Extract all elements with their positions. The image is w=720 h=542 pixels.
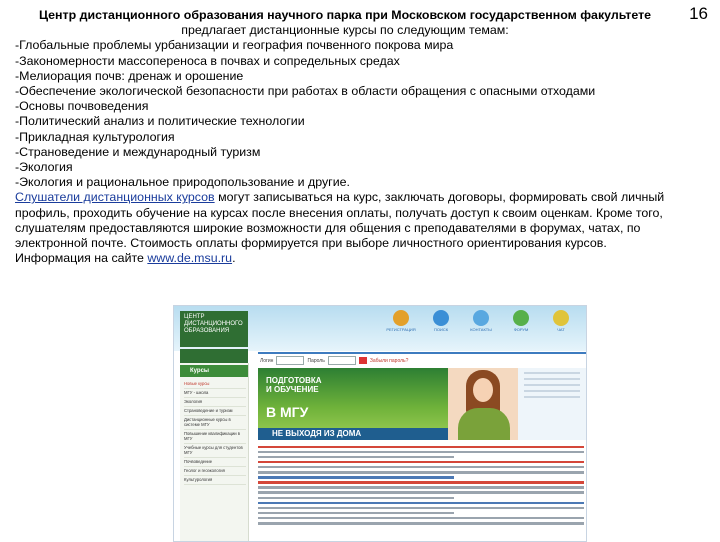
- nav-label: РЕГИСТРАЦИЯ: [386, 327, 416, 332]
- panel-line: [524, 378, 580, 380]
- topic-list: [15, 38, 675, 190]
- topic-item: -Основы почвоведения: [15, 99, 149, 114]
- news-line: [258, 446, 584, 449]
- sidebar-item[interactable]: Дистанционные курсы в системе МГУ: [184, 416, 246, 430]
- promo-banner[interactable]: [258, 368, 448, 440]
- forgot-password-link[interactable]: Забыли пароль?: [369, 357, 409, 364]
- sidebar-item[interactable]: Новые курсы: [184, 380, 246, 389]
- topic-item: -Закономерности массопереноса в почвах и сопредельных средах: [15, 53, 400, 68]
- login-input[interactable]: [276, 356, 304, 365]
- topic-item: -Страноведение и международный туризм: [15, 144, 261, 159]
- nav-label: КОНТАКТЫ: [470, 327, 492, 332]
- news-line: [258, 491, 584, 494]
- chat-icon: [553, 310, 569, 326]
- banner-ribbon: НЕ ВЫХОДЯ ИЗ ДОМА: [258, 428, 448, 440]
- nav-label: ЧАТ: [557, 327, 565, 332]
- banner-line: ПОДГОТОВКА: [266, 376, 322, 385]
- news-line: [258, 512, 454, 515]
- contacts-icon: [473, 310, 489, 326]
- nav-chat[interactable]: [546, 310, 576, 332]
- panel-line: [524, 396, 580, 398]
- news-line: [258, 517, 584, 520]
- sidebar-item[interactable]: Экология: [184, 398, 246, 407]
- login-row: [260, 356, 408, 365]
- sidebar-item[interactable]: Почвоведение: [184, 458, 246, 467]
- intro-title-bold: Центр дистанционного образования научного парка при Московском государственном факультете: [38, 8, 652, 22]
- topic-item: -Прикладная культурология: [15, 129, 175, 144]
- banner-heading: [266, 376, 322, 394]
- news-line: [258, 522, 584, 525]
- password-input[interactable]: [328, 356, 356, 365]
- news-line: [258, 476, 454, 479]
- panel-line: [524, 372, 580, 374]
- topic-item: -Экология и рациональное природопользование и другие.: [15, 175, 350, 190]
- site-logo-subtitle: [180, 349, 248, 363]
- news-line: [258, 461, 584, 464]
- right-panel: [518, 368, 586, 440]
- news-line: [258, 497, 454, 500]
- student-photo: [448, 368, 518, 440]
- banner-line: И ОБУЧЕНИЕ: [266, 385, 319, 394]
- sidebar-item[interactable]: Страноведение и туризм: [184, 407, 246, 416]
- nav-search[interactable]: [426, 310, 456, 332]
- topic-item: -Мелиорация почв: дренаж и орошение: [15, 68, 244, 83]
- nav-forum[interactable]: [506, 310, 536, 332]
- intro-title: [15, 8, 675, 38]
- description-body: могут записываться на курс, заключать договоры, формировать свой личный профиль, проходить обучение на курсах после внесения оплаты, получать доступ к своим оценкам. Кроме того, слушателям предоставляются широкие возможности для общения с преподавателями в форумах, чатах, по электронной почте. Стоимость оплаты формируется при выборе личностного ориентирования курсов. Информация на сайте: [15, 190, 665, 266]
- news-line: [258, 456, 454, 459]
- sidebar-item[interactable]: Геолог и геоэкология: [184, 467, 246, 476]
- sidebar-list: [184, 380, 246, 485]
- site-logo[interactable]: ЦЕНТР ДИСТАНЦИОННОГО ОБРАЗОВАНИЯ: [180, 311, 248, 347]
- photo-face: [473, 378, 493, 402]
- header-divider: [258, 352, 586, 354]
- nav-label: ФОРУМ: [513, 327, 529, 332]
- intro-title-rest: предлагает дистанционные курсы по следующим темам:: [181, 23, 509, 38]
- topic-item: -Политический анализ и политические технологии: [15, 114, 305, 129]
- news-line: [258, 471, 584, 474]
- panel-line: [524, 384, 580, 386]
- banner-big-text: В МГУ: [266, 404, 309, 420]
- sidebar-item[interactable]: Учебные курсы для студентов МГУ: [184, 444, 246, 458]
- login-label: Логин: [260, 357, 274, 364]
- login-button[interactable]: [359, 357, 367, 364]
- topic-item: -Глобальные проблемы урбанизации и география почвенного покрова мира: [15, 38, 454, 53]
- website-screenshot: [173, 305, 587, 542]
- courses-tab[interactable]: Курсы: [180, 365, 248, 377]
- description-end: .: [232, 251, 236, 266]
- sidebar-item[interactable]: Повышение квалификации в МГУ: [184, 430, 246, 444]
- nav-contacts[interactable]: [466, 310, 496, 332]
- registration-icon: [393, 310, 409, 326]
- news-line: [258, 486, 584, 489]
- news-line: [258, 481, 584, 484]
- nav-registration[interactable]: [386, 310, 416, 332]
- news-line: [258, 451, 584, 454]
- news-line: [258, 466, 584, 469]
- search-icon: [433, 310, 449, 326]
- password-label: Пароль: [307, 357, 325, 364]
- photo-body: [458, 408, 510, 440]
- sidebar-item[interactable]: Культурология: [184, 476, 246, 485]
- students-link[interactable]: Слушатели дистанционных курсов: [15, 190, 215, 205]
- sidebar-item[interactable]: МГУ - школа: [184, 389, 246, 398]
- news-section: [258, 443, 584, 527]
- site-link[interactable]: www.de.msu.ru: [147, 251, 233, 266]
- topic-item: -Экология: [15, 160, 73, 175]
- site-sidebar: [180, 363, 249, 541]
- main-text: [15, 8, 675, 266]
- forum-icon: [513, 310, 529, 326]
- description-paragraph: [15, 190, 675, 266]
- news-line: [258, 507, 584, 510]
- topic-item: -Обеспечение экологической безопасности при работах в области обращения с опасными отходами: [15, 84, 596, 99]
- nav-label: ПОИСК: [433, 327, 449, 332]
- news-line: [258, 502, 584, 505]
- panel-line: [524, 390, 580, 392]
- page-number: 16: [689, 4, 708, 23]
